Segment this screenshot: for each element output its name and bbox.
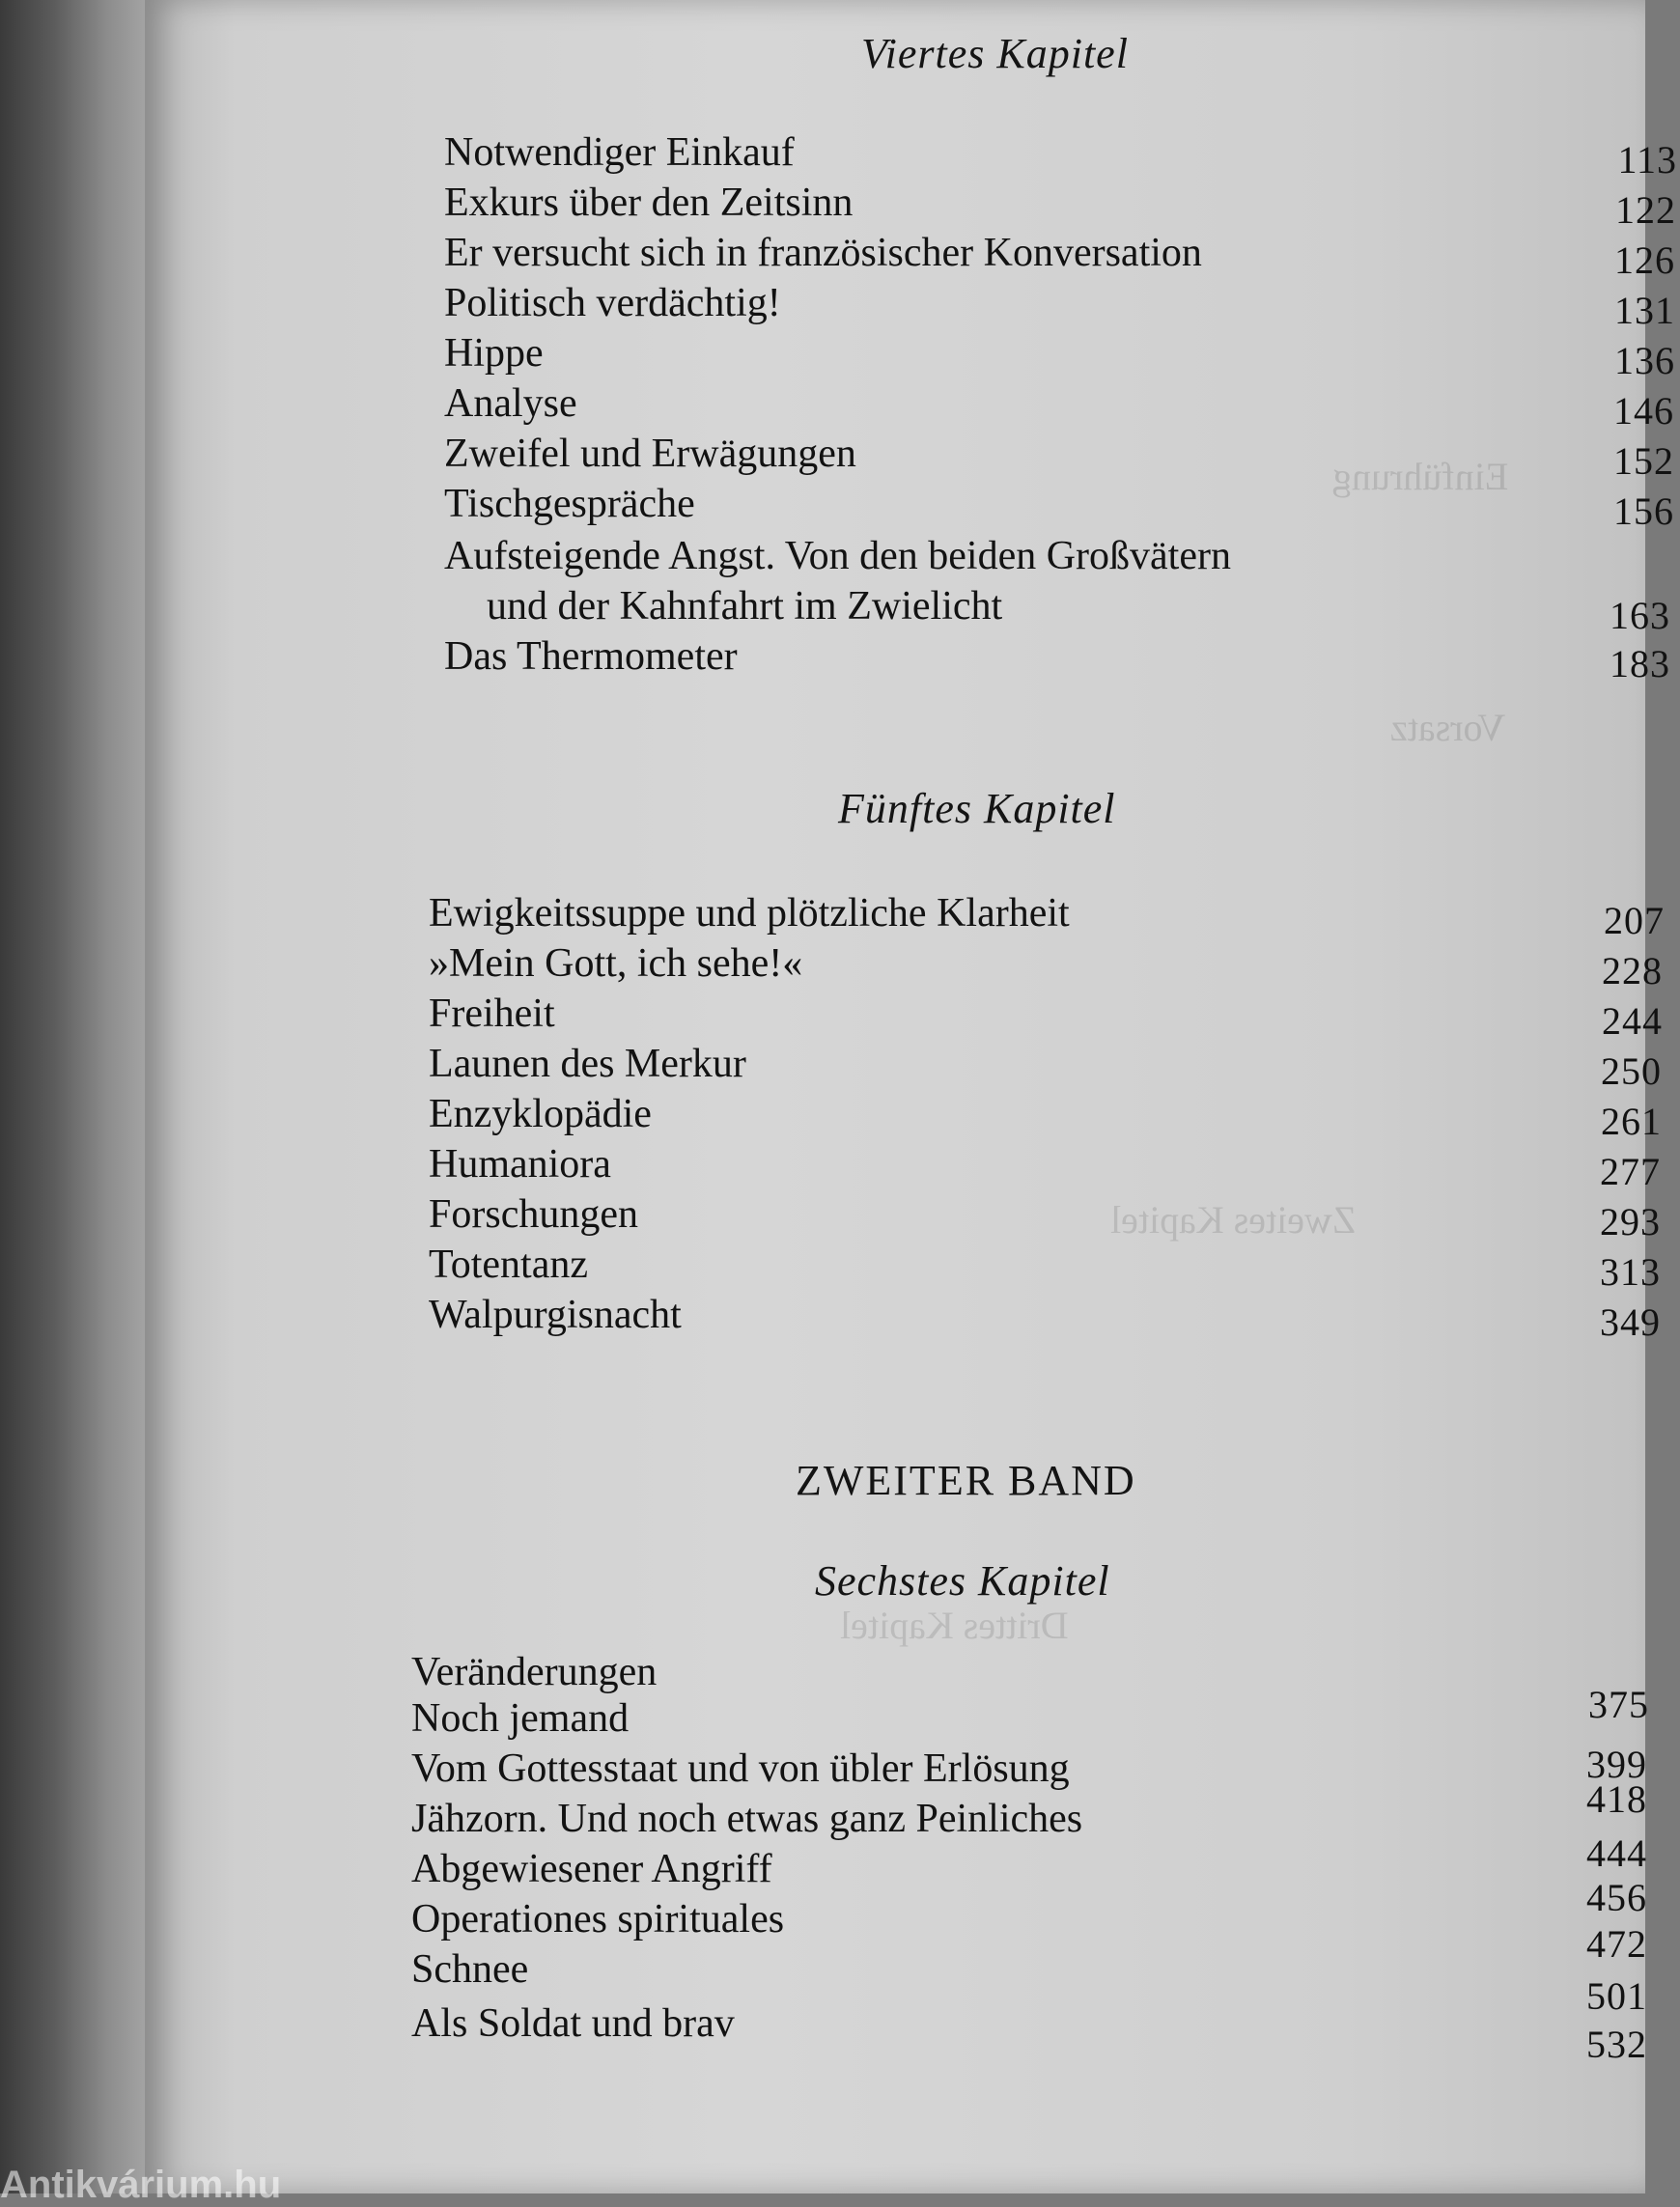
entry-title: Tischgespräche	[444, 482, 695, 526]
toc-entry	[411, 1974, 1647, 2051]
entry-page-number: 131	[1614, 289, 1675, 332]
entry-page-number: 163	[1610, 594, 1670, 637]
entry-page-number: 349	[1600, 1300, 1661, 1344]
entry-title: Schnee	[411, 1947, 529, 1992]
entry-title: Er versucht sich in französischer Konversation	[444, 231, 1202, 275]
entry-title-continuation: und der Kahnfahrt im Zwielicht	[487, 584, 1003, 629]
toc-chapter-6	[411, 0, 1657, 2076]
entry-page-number: 261	[1601, 1100, 1662, 1143]
entry-title: Humaniora	[429, 1142, 611, 1187]
toc-entry	[411, 1649, 1649, 1699]
watermark: Antikvárium.hu	[0, 2164, 282, 2206]
entry-page-number: 113	[1617, 138, 1677, 182]
book-spine-shadow	[0, 0, 154, 2193]
entry-page-number: 472	[1586, 1922, 1647, 1966]
entry-title: Vom Gottesstaat und von übler Erlösung	[411, 1746, 1070, 1791]
toc-entry	[411, 1876, 1647, 1946]
entry-page-number: 146	[1613, 389, 1674, 433]
entry-page-number: 532	[1586, 2023, 1647, 2066]
toc-entry	[411, 1683, 1649, 1746]
entry-title: Jähzorn. Und noch etwas ganz Peinliches	[411, 1797, 1083, 1841]
toc-entry	[411, 1831, 1647, 1896]
entry-page-number: 399	[1586, 1743, 1647, 1786]
entry-page-number: 375	[1588, 1683, 1649, 1726]
entry-title: Enzyklopädie	[429, 1092, 652, 1136]
entry-page-number: 293	[1600, 1200, 1661, 1243]
entry-title: Exkurs über den Zeitsinn	[444, 181, 854, 225]
entry-title: Notwendiger Einkauf	[444, 130, 795, 175]
entry-title: Forschungen	[429, 1192, 638, 1237]
entry-page-number: 444	[1586, 1831, 1647, 1875]
entry-page-number: 250	[1601, 1049, 1662, 1093]
entry-title: Hippe	[444, 331, 544, 376]
entry-page-number: 277	[1600, 1150, 1661, 1193]
entry-title: Das Thermometer	[444, 634, 738, 679]
entry-title: Operationes spirituales	[411, 1897, 785, 1942]
entry-title: Aufsteigende Angst. Von den beiden Großvätern	[444, 534, 1231, 578]
entry-page-number: 456	[1586, 1876, 1647, 1919]
entry-page-number: 136	[1614, 339, 1675, 382]
entry-page-number: 244	[1602, 999, 1663, 1043]
volume-heading: ZWEITER BAND	[796, 1457, 1136, 1504]
entry-page-number: 228	[1602, 949, 1663, 992]
entry-title: Totentanz	[429, 1243, 588, 1287]
entry-page-number: 207	[1604, 899, 1665, 942]
chapter-heading-4: Viertes Kapitel	[861, 30, 1129, 77]
entry-page-number: 152	[1613, 439, 1674, 483]
entry-title: Noch jemand	[411, 1696, 630, 1741]
show-through-text: Vorsatz	[1390, 706, 1506, 749]
entry-page-number: 183	[1610, 642, 1670, 685]
entry-title: Politisch verdächtig!	[444, 281, 781, 325]
toc-entry	[411, 1743, 1647, 1796]
entry-page-number: 156	[1613, 489, 1674, 533]
book-page	[145, 0, 1677, 2193]
entry-title: Ewigkeitssuppe und plötzliche Klarheit	[429, 891, 1070, 936]
show-through-text: Einführung	[1332, 455, 1509, 498]
chapter-heading-6: Sechstes Kapitel	[815, 1557, 1110, 1605]
toc-entry	[411, 1777, 1647, 1846]
entry-title: Abgewiesener Angriff	[411, 1847, 772, 1891]
entry-title: Freiheit	[429, 992, 555, 1036]
entry-title: Walpurgisnacht	[429, 1293, 682, 1337]
entry-title: Zweifel und Erwägungen	[444, 432, 856, 476]
entry-page-number: 501	[1586, 1974, 1647, 2018]
show-through-text: Zweites Kapitel	[1110, 1198, 1357, 1242]
entry-title: »Mein Gott, ich sehe!«	[429, 941, 803, 986]
entry-page-number: 126	[1614, 238, 1675, 282]
chapter-heading-5: Fünftes Kapitel	[838, 785, 1116, 832]
entry-title: Als Soldat und brav	[411, 2001, 735, 2046]
entry-page-number: 313	[1600, 1250, 1661, 1294]
entry-page-number: 418	[1586, 1777, 1647, 1821]
entry-page-number: 122	[1615, 188, 1676, 232]
entry-title: Veränderungen	[411, 1650, 658, 1694]
entry-title: Analyse	[444, 381, 577, 426]
entry-title: Launen des Merkur	[429, 1042, 746, 1086]
toc-entry	[411, 1922, 1647, 1997]
show-through-text: Drittes Kapitel	[840, 1604, 1069, 1647]
